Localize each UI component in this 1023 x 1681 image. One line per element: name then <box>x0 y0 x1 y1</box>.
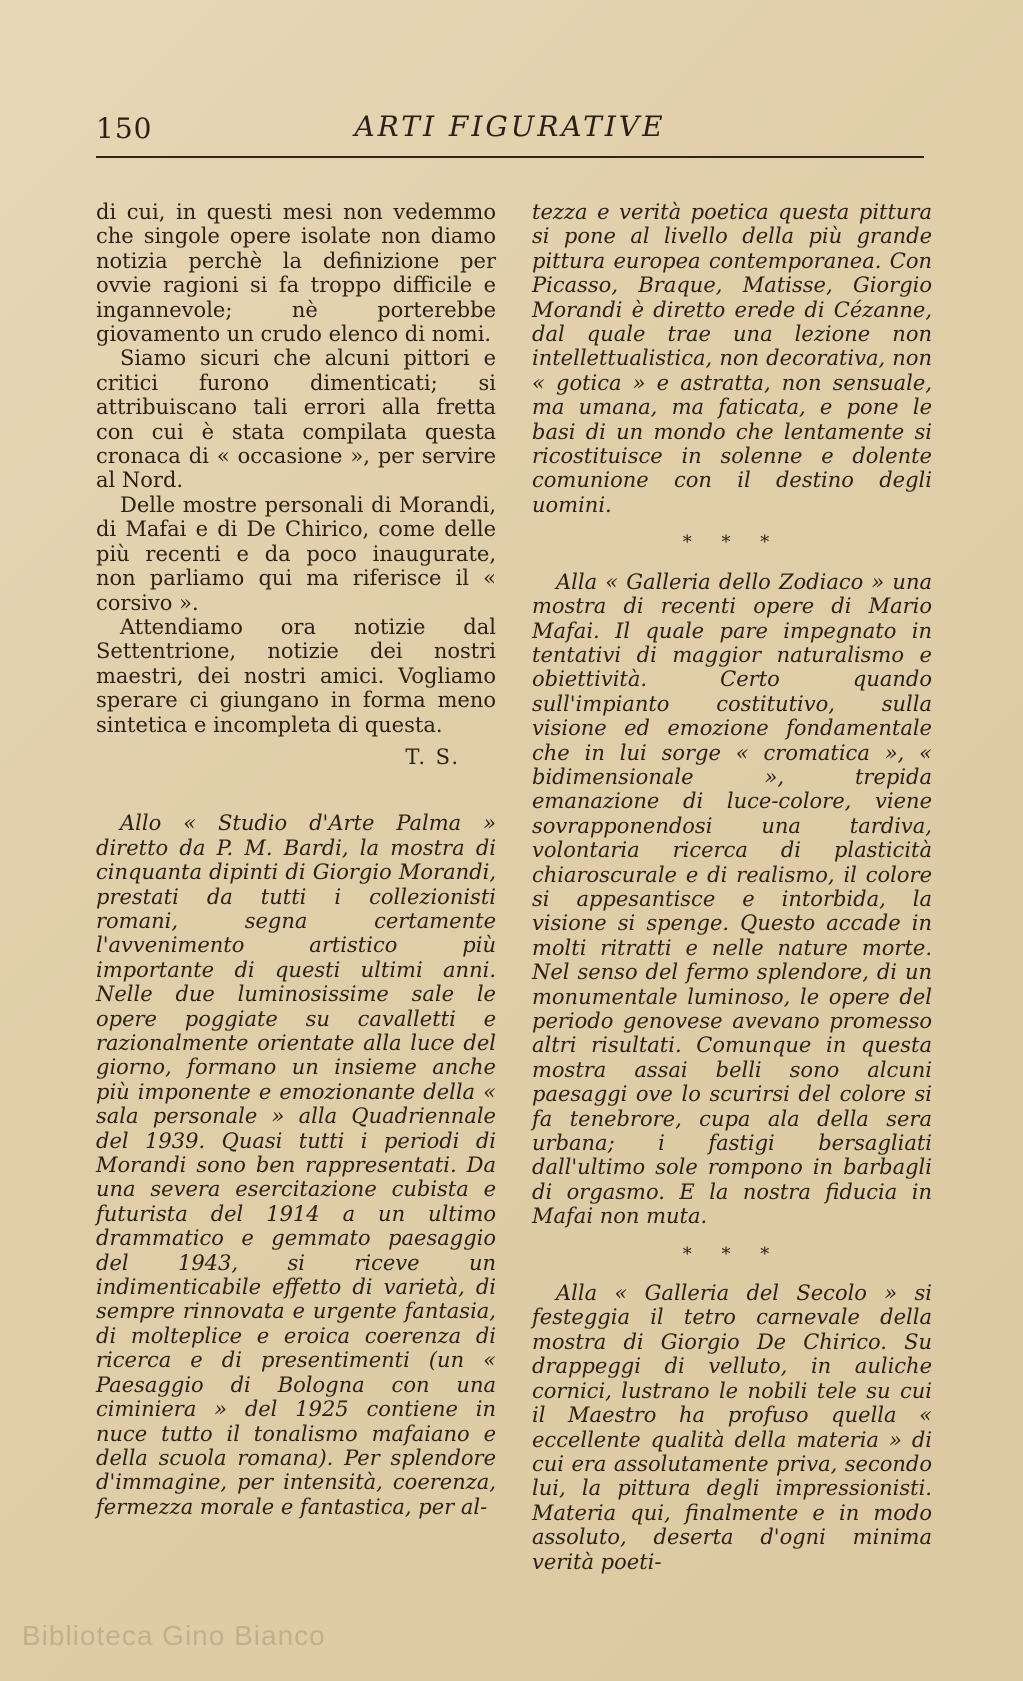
paragraph: Attendiamo ora notizie dal Settentrione, notizie dei nostri maestri, dei nostri amici. Vogliamo sperare ci giungano in forma meno sintetica e incompleta di questa. <box>96 614 496 737</box>
running-title: ARTI FIGURATIVE <box>354 110 666 143</box>
paragraph: di cui, in questi mesi non vedemmo che singole opere isolate non diamo notizia perchè la definizione per ovvie ragioni si fa troppo difficile e ingannevole; nè porterebbe giovamento un crudo elenco di nomi. <box>96 200 496 347</box>
page-header <box>96 104 924 152</box>
paragraph: Allo « Studio d'Arte Palma » diretto da P. M. Bardi, la mostra di cinquanta dipinti di Giorgio Morandi, prestati da tutti i collezionisti romani, segna certamente l'avvenimento artistico più importante di questi ultimi anni. Nelle due luminosissime sale le opere poggiate su cavalletti e razionalmente orientate alla luce del giorno, formano un insieme anche più imponente e emozionante della « sala personale » alla Quadriennale del 1939. Quasi tutti i periodi di Morandi sono ben rappresentati. Da una severa esercitazione cubista e futurista del 1914 a un ultimo drammatico e gemmato paesaggio del 1943, si riceve un indimenticabile effetto di varietà, di sempre rinnovata e urgente fantasia, di molteplice e eroica coerenza di ricerca e di presentimenti (un « Paesaggio di Bologna con una ciminiera » del 1925 contiene in nuce tutto il tonalismo mafaiano e della scuola romana). Per splendore d'immagine, per intensità, coerenza, fermezza morale e fantastica, per al- <box>96 811 496 1519</box>
paragraph: Alla « Galleria dello Zodiaco » una mostra di recenti opere di Mario Mafai. Il quale pare impegnato in tentativi di maggior naturalismo e obiettività. Certo quando sull'impianto costitutivo, sulla visione ed emozione fondamentale che in lui sorge « cromatica », « bidimensionale », trepida emanazione di luce-colore, viene sovrapponendosi una tardiva, volontaria ricerca di plasticità chiaroscurale e di realismo, il colore si appesantisce e intorbida, la visione si spenge. Questo accade in molti ritratti e nelle nature morte. Nel senso del fermo splendore, di un monumentale luminoso, le opere del periodo genovese avevano promesso altri risultati. Comunque in questa mostra assai belli sono alcuni paesaggi ove lo scurirsi del colore si fa tenebrore, cupa ala della sera urbana; i fastigi bersagliati dall'ultimo sole rompono in barbagli di orgasmo. E la nostra fiducia in Mafai non muta. <box>532 569 932 1229</box>
paragraph: Alla « Galleria del Secolo » si festeggia il tetro carnevale della mostra di Giorgio De Chirico. Su drappeggi di velluto, in auliche cornici, lustrano le nobili tele su cui il Maestro ha profuso quella « eccellente qualità della materia » di cui era assolutamente priva, secondo lui, la pittura degli impressionisti. Materia qui, finalmente e in modo assoluto, deserta d'ogni minima verità poeti- <box>532 1281 932 1574</box>
left-column <box>96 200 496 1519</box>
section-separator: * * * <box>682 532 782 554</box>
paragraph: tezza e verità poetica questa pittura si pone al livello della più grande pittura europea contemporanea. Con Picasso, Braque, Matisse, Giorgio Morandi è diretto erede di Cézanne, dal quale trae una lezione non intellettualistica, non decorativa, non « gotica » e astratta, non sensuale, ma umana, ma faticata, e pone le basi di un mondo che lentamente si ricostituisce in solenne e dolente comunione con il destino degli uomini. <box>532 200 932 517</box>
section-separator: * * * <box>682 1243 782 1265</box>
paragraph: Delle mostre personali di Morandi, di Mafai e di De Chirico, come delle più recenti e da poco inaugurate, non parliamo qui ma riferisce il « corsivo ». <box>96 492 496 615</box>
right-column <box>532 200 932 1574</box>
section-gap <box>96 769 496 811</box>
library-watermark: Biblioteca Gino Bianco <box>22 1620 326 1651</box>
header-rule <box>96 156 924 158</box>
page-number: 150 <box>96 112 153 145</box>
paragraph: Siamo sicuri che alcuni pittori e critici furono dimenticati; si attribuiscano tali errori alla fretta con cui è stata compilata questa cronaca di « occasione », per servire al Nord. <box>96 346 496 493</box>
author-signature: T. S. <box>405 744 460 769</box>
